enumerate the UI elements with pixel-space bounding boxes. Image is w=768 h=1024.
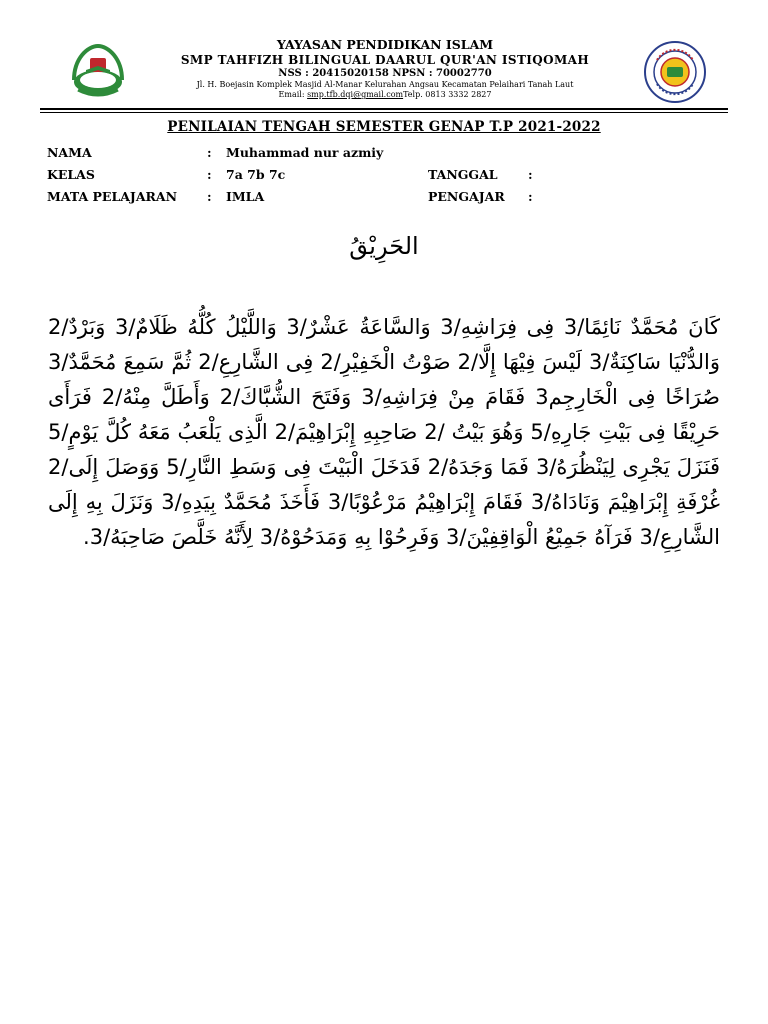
contact-prefix: Email: [278,90,308,100]
school-address: Jl. H. Boejasin Komplek Masjid Al-Manar Kelurahan Angsau Kecamatan Pelaihari Tanah Laut [196,80,574,90]
mapel-label: MATA PELAJARAN [47,189,178,204]
school-seal-logo [643,40,707,104]
foundation-name: YAYASAN PENDIDIKAN ISLAM [276,37,494,52]
contact-phone: Telp. 0813 3332 2827 [403,90,492,100]
kelas-colon: : [207,167,212,182]
kelas-label: KELAS [47,167,95,182]
tanggal-colon: : [528,167,533,182]
dictation-title: الحَرِيْقُ [349,232,419,260]
exam-title: PENILAIAN TENGAH SEMESTER GENAP T.P 2021-2022 [167,119,601,135]
header-divider-thin [40,112,728,113]
school-logo [66,40,130,104]
nama-colon: : [207,145,212,160]
mapel-colon: : [207,189,212,204]
pengajar-label: PENGAJAR [428,189,505,204]
school-contact [150,90,620,100]
header-divider-thick [40,108,728,110]
school-name: SMP TAHFIZH BILINGUAL DAARUL QUR'AN ISTIQOMAH [180,52,590,67]
nama-label: NAMA [47,145,92,160]
pengajar-colon: : [528,189,533,204]
mapel-value: IMLA [226,189,265,204]
nama-value: Muhammad nur azmiy [226,145,384,160]
dictation-text: كَانَ مُحَمَّدٌ نَائِمًا/3 فِى فِرَاشِهِ/3 وَالسَّاعَةُ عَشْرٌ/3 وَاللَّيْلُ كُلُّهُ ظَلَامٌ/3 وَبَرْدٌ/2 وَالدُّنْيَا سَاكِنَةٌ/3 لَيْسَ فِيْهَا إِلَّا/2 صَوْتُ الْخَفِيْرِ/2 فِى الشَّارِعِ/2 ثُمَّ سَمِعَ مُحَمَّدٌ/3 صُرَاخًا فِى الْخَارِجِم3 فَقَامَ مِنْ فِرَاشِهِ/3 وَفَتَحَ الشُّبَّاكَ/2 وَأَطَلَّ مِنْهُ/2 فَرَأَى حَرِيْقًا فِى بَيْتِ جَارِهِ/5 وَهُوَ بَيْتُ /2 صَاحِبِهِ إِبْرَاهِيْمَ/2 الَّذِى يَلْعَبُ مَعَهُ كُلَّ يَوْمٍ/5 فَنَزَلَ يَجْرِى لِيَنْظُرَهُ/3 فَمَا وَجَدَهُ/2 فَدَخَلَ الْبَيْتَ فِى وَسَطِ النَّارِ/5 وَوَصَلَ إِلَى/2 غُرْفَةِ إِبْرَاهِيْمَ وَنَادَاهُ/3 فَقَامَ إِبْرَاهِيْمُ مَرْعُوْبًا/3 فَأَخَذَ مُحَمَّدٌ بِيَدِهِ/3 وَنَزَلَ بِهِ إِلَى الشَّارِعِ/3 فَرَآهُ جَمِيْعُ الْوَاقِفِيْنَ/3 وَفَرِحُوْا بِهِ وَمَدَحُوْهُ/3 لِأَنَّهُ خَلَّصَ صَاحِبَهُ/3. [48,315,721,549]
tanggal-label: TANGGAL [428,167,498,182]
letterhead [150,37,620,100]
kelas-value: 7a 7b 7c [226,167,286,182]
school-ids: NSS : 20415020158 NPSN : 70002770 [278,67,492,79]
contact-email: smp.tfb.dqi@gmail.com [307,90,404,100]
